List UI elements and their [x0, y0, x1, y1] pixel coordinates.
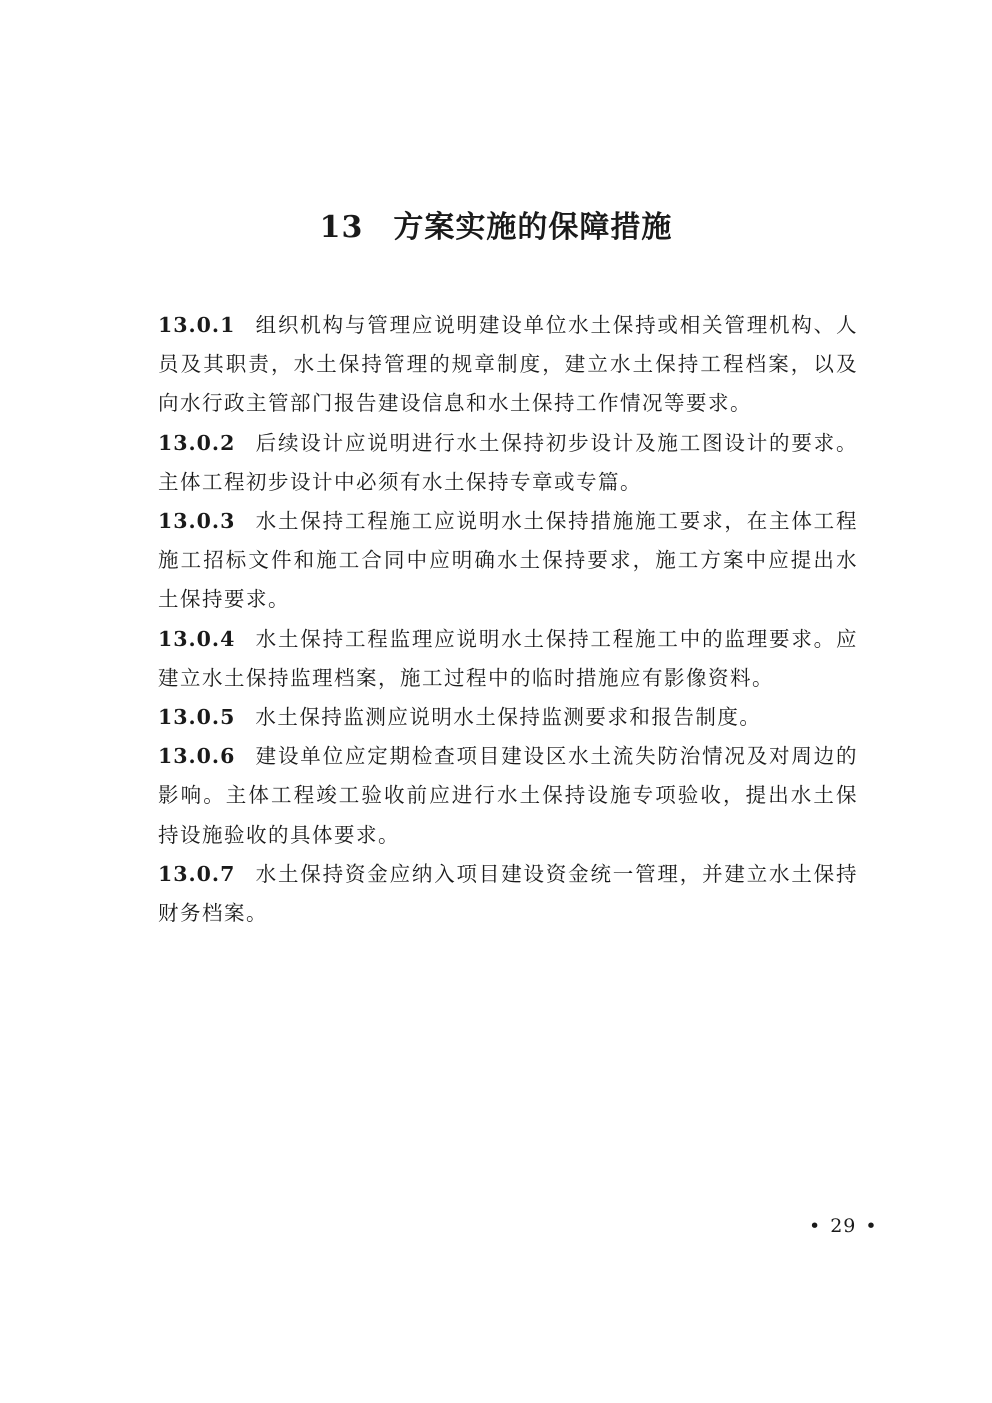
page-number-value: 29 — [830, 1215, 857, 1237]
chapter-title-text: 方案实施的保障措施 — [393, 210, 673, 246]
clause-number: 13.0.3 — [158, 509, 236, 534]
clause-number: 13.0.2 — [158, 430, 236, 455]
clause-text: 水土保持工程监理应说明水土保持工程施工中的监理要求。应建立水土保持监理档案，施工过程中的临时措施应有影像资料。 — [158, 626, 858, 690]
clause-13-0-3 — [158, 502, 858, 620]
clause-13-0-6 — [158, 737, 858, 855]
clause-number: 13.0.6 — [158, 744, 236, 769]
bullet-dot-icon: • — [809, 1215, 822, 1237]
bullet-dot-icon: • — [865, 1215, 878, 1237]
chapter-number: 13 — [319, 210, 364, 246]
clause-text: 建设单位应定期检查项目建设区水土流失防治情况及对周边的影响。主体工程竣工验收前应进行水土保持设施专项验收，提出水土保持设施验收的具体要求。 — [158, 744, 858, 847]
clause-13-0-7 — [158, 855, 858, 933]
clause-list — [158, 306, 858, 933]
clause-number: 13.0.1 — [158, 313, 236, 337]
page-number — [800, 1212, 887, 1240]
clause-number: 13.0.7 — [158, 861, 236, 886]
clause-text: 水土保持监测应说明水土保持监测要求和报告制度。 — [255, 705, 762, 730]
clause-13-0-4 — [158, 620, 858, 698]
clause-number: 13.0.4 — [158, 626, 236, 651]
clause-text: 组织机构与管理应说明建设单位水土保持或相关管理机构、人员及其职责，水土保持管理的规章制度，建立水土保持工程档案，以及向水行政主管部门报告建设信息和水土保持工作情况等要求。 — [158, 313, 858, 416]
clause-text: 水土保持工程施工应说明水土保持措施施工要求，在主体工程施工招标文件和施工合同中应明确水土保持要求，施工方案中应提出水土保持要求。 — [158, 509, 858, 612]
clause-text: 水土保持资金应纳入项目建设资金统一管理，并建立水土保持财务档案。 — [158, 861, 858, 926]
chapter-title — [0, 206, 992, 250]
clause-13-0-1 — [158, 306, 858, 424]
clause-text: 后续设计应说明进行水土保持初步设计及施工图设计的要求。主体工程初步设计中必须有水土保持专章或专篇。 — [158, 430, 858, 494]
clause-13-0-5 — [158, 698, 858, 737]
clause-13-0-2 — [158, 424, 858, 502]
clause-number: 13.0.5 — [158, 705, 236, 730]
